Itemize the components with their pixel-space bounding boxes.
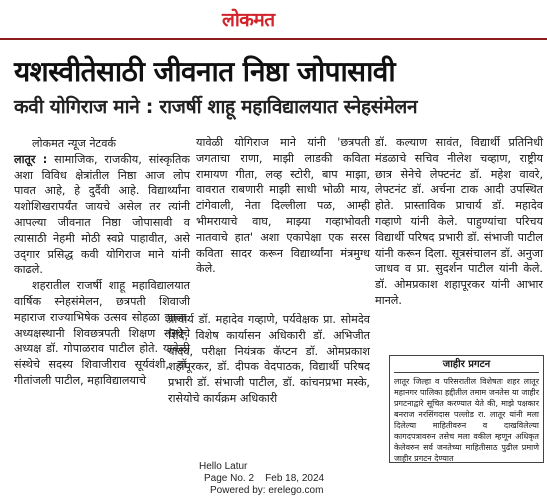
paragraph-attendees: प्राचार्य डॉ. महादेव गव्हाणे, पर्यवेक्षक प्रा. सोमदेव शिंदे, विशेष कार्यासन अधिकारी डॉ. अभिजीत यादव, परीक्षा नियंत्रक कॅप्टन डॉ. ओमप्रकाश शहापूरकर, डॉ. दीपक वेदपाठक, विद्यार्थी परिषद प्रभारी डॉ. संभाजी पाटील, डॉ. कांचनप्रभा मस्के, रासेयोचे कार्यक्रम अधिकारी [168,313,370,405]
newspaper-logo: लोकमत [222,9,275,31]
article-headline: यशस्वीतेसाठी जीवनात निष्ठा जोपासावी [14,55,395,88]
article-column-2 [196,135,370,277]
public-notice-text: लातूर जिल्हा व परिसरातील विशेषतः शहर लातूर महानगर पालिका हद्दीतील तमाम जनतेस या जाहीर प्रगटनाद्वारे सूचित करण्यात येते की, माझे पक्षकार बनराज नरसिंगदास पल्लोड रा. लातूर यांनी मला दिलेल्या माहितीवरुन व दाखविलेल्या कागदपत्रावरुन तसेच मला वकील म्हणून अधिकृत केलेवरुन सर्व जनतेच्या माहितीसाठ पुढील प्रमाणे जाहीर प्रगटन देण्यात [394,377,539,463]
article-column-1 [14,136,190,389]
article-subheadline: कवी योगिराज माने : राजर्षी शाहू महाविद्यालयात स्नेहसंमेलन [14,96,418,118]
public-notice-box [389,355,544,463]
paragraph-conclusion: डॉ. कल्याण सावंत, विद्यार्थी प्रतिनिधी मंडळाचे सचिव नीलेश चव्हाण, राष्ट्रीय छात्र सेनेचे लेफ्टनंट डॉ. महेश वावरे, लेफ्टनंट डॉ. अर्चना टाक आदी उपस्थित होते. प्रास्ताविक प्राचार्य डॉ. महादेव गव्हाणे यांनी केले. पाहुण्यांचा परिचय विद्यार्थी परिषद प्रभारी डॉ. संभाजी पाटील यांनी करून दिला. सूत्रसंचालन डॉ. अनुजा जाधव व प्रा. सुदर्शन पाटील यांनी केले. डॉ. ओमप्रकाश शहापूरकर यांनी आभार मानले. [375,136,543,307]
paragraph-lead [14,152,190,278]
paragraph-poems: यावेळी योगिराज माने यांनी 'छत्रपती जगताचा राणा, माझी लाडकी कविता रामायण गीता, लव्ह स्टोरी, बाप माझा, वावरात राबणारी माझी साधी भोळी माय, टांगेवाली, नेता दिल्लीला पळ, आम्ही भीमरायाचे वाघ, माझ्या गव्हाभोवती नातवाचे हात' अशा एकापेक्षा एक सरस कविता सादर करून विद्यार्थ्यांना मंत्रमुग्ध केले. [196,136,370,276]
header-divider [0,38,547,40]
byline-agency: लोकमत न्यूज नेटवर्क [32,137,117,150]
page-footer [199,461,324,497]
paragraph-event: शहरातील राजर्षी शाहू महाविद्यालयात वार्षिक स्नेहसंमेलन, छत्रपती शिवाजी महाराज राज्याभिषेक उत्सव सोहळा झाला. अध्यक्षस्थानी शिवछत्रपती शिक्षण संस्थेचे अध्यक्ष डॉ. गोपाळराव पाटील होते. यावेळी संस्थेचे सदस्य शिवाजीराव सूर्यवंशी, डॉ. गीतांजली पाटील, महाविद्यालयाचे [14,279,190,387]
article-column-2-lower [168,312,370,407]
footer-powered: Powered by: erelego.com [210,485,324,496]
footer-page: Page No. 2 [204,473,255,484]
article-column-3 [375,135,543,309]
footer-date: Feb 18, 2024 [265,473,325,484]
dateline: लातूर : [14,152,48,166]
footer-page-date [199,473,324,485]
public-notice-title: जाहीर प्रगटन [394,359,539,373]
masthead [0,0,547,30]
paragraph-lead-text: सामाजिक, राजकीय, सांस्कृतिक अशा विविध क्षेत्रांतील निष्ठा आज लोप पावत आहे, हे दुर्दैवी आहे. विद्यार्थ्यांना यशोशिखरापर्यंत जायचे असेल तर त्यांनी आपल्या जीवनात निष्ठा जोपासावी व त्यासाठी नेहमी मोठी स्वप्ने पाहावीत, असे उद्‌गार प्रसिद्ध कवी योगिराज माने यांनी काढले. [14,152,190,277]
footer-edition: Hello Latur [199,461,248,472]
